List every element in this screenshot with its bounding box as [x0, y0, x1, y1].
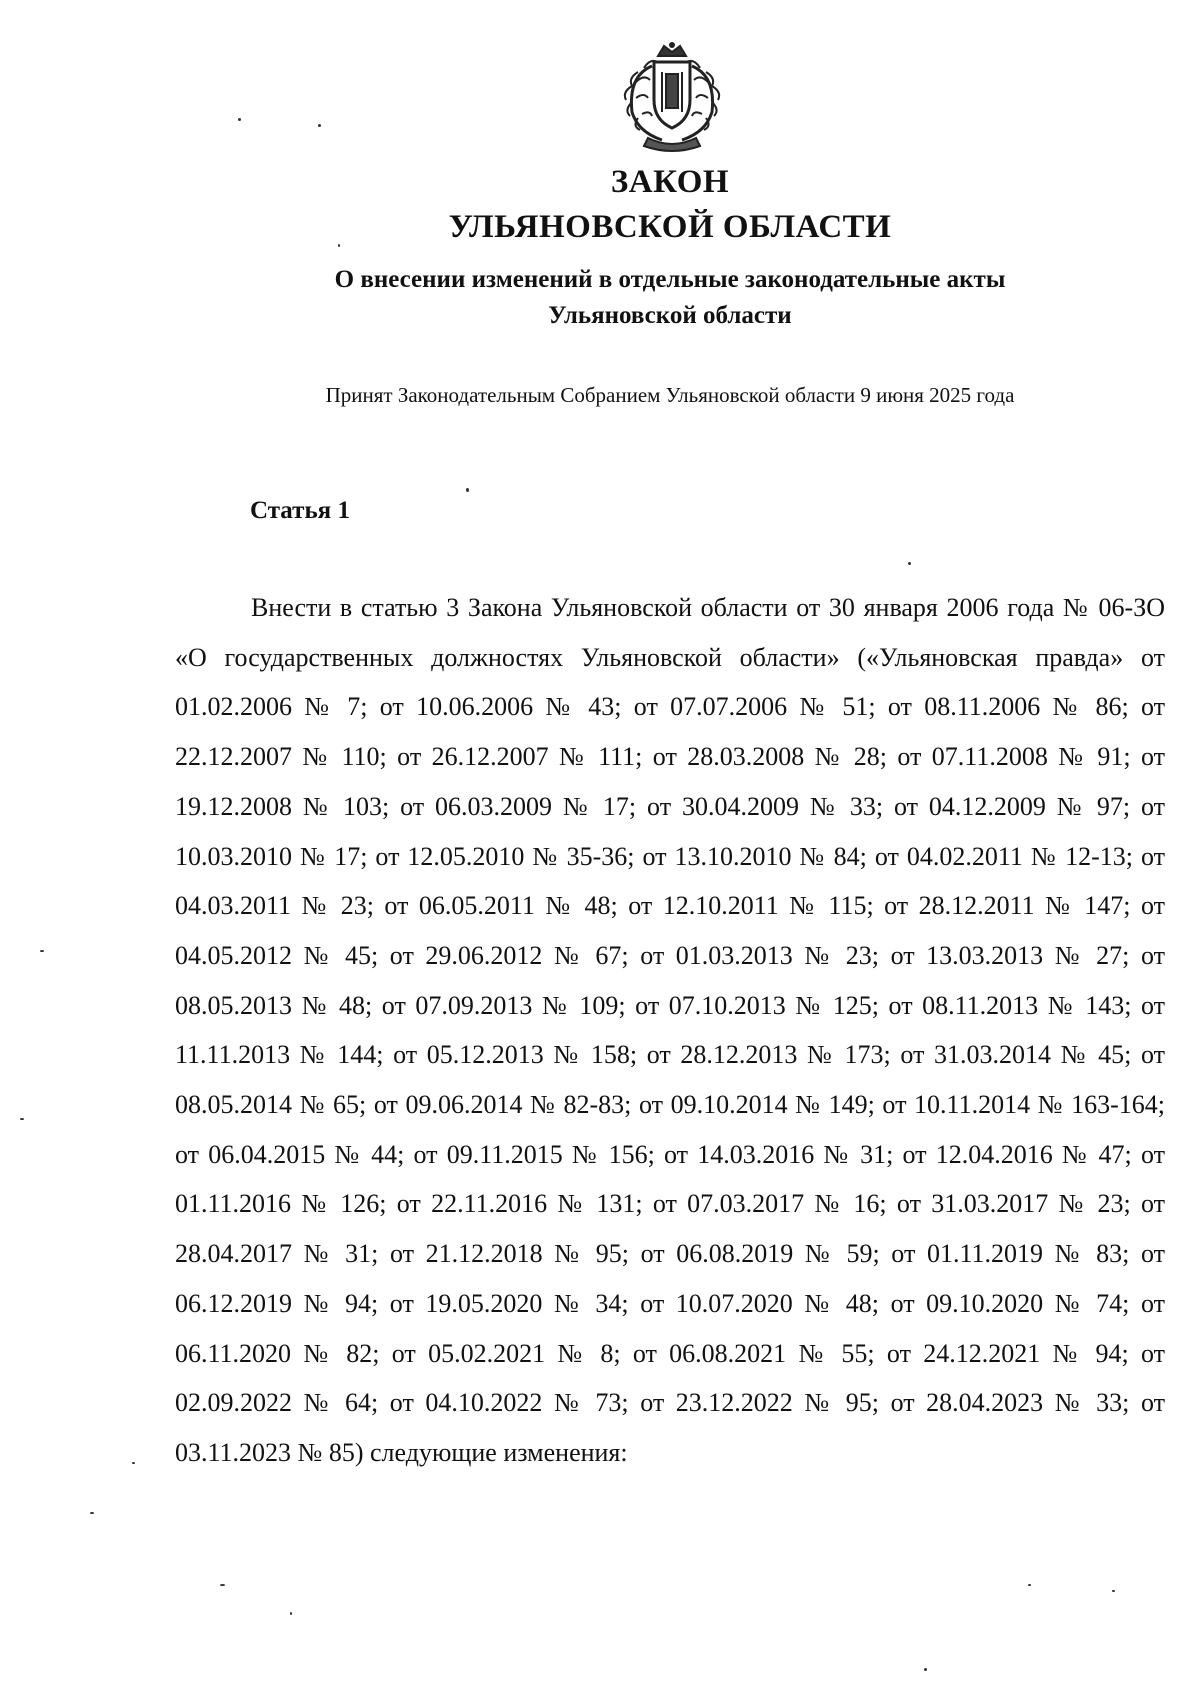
law-subject: [0, 262, 1200, 334]
scan-speck: [290, 1612, 292, 1615]
scan-speck: [238, 118, 241, 121]
law-subject-line2: Ульяновской области: [548, 302, 792, 329]
law-subject-line1: О внесении изменений в отдельные законодательные акты: [334, 266, 1006, 293]
law-title-line2: УЛЬЯНОВСКОЙ ОБЛАСТИ: [448, 209, 892, 245]
article-body: Внести в статью 3 Закона Ульяновской области от 30 января 2006 года № 06-ЗО «О государственных должностях Ульяновской области» («Ульяновская правда» от 01.02.2006 № 7; от 10.06.2006 № 43; от 07.07.2006 № 51; от 08.11.2006 № 86; от 22.12.2007 № 110; от 26.12.2007 № 111; от 28.03.2008 № 28; от 07.11.2008 № 91; от 19.12.2008 № 103; от 06.03.2009 № 17; от 30.04.2009 № 33; от 04.12.2009 № 97; от 10.03.2010 № 17; от 12.05.2010 № 35-36; от 13.10.2010 № 84; от 04.02.2011 № 12-13; от 04.03.2011 № 23; от 06.05.2011 № 48; от 12.10.2011 № 115; от 28.12.2011 № 147; от 04.05.2012 № 45; от 29.06.2012 № 67; от 01.03.2013 № 23; от 13.03.2013 № 27; от 08.05.2013 № 48; от 07.09.2013 № 109; от 07.10.2013 № 125; от 08.11.2013 № 143; от 11.11.2013 № 144; от 05.12.2013 № 158; от 28.12.2013 № 173; от 31.03.2014 № 45; от 08.05.2014 № 65; от 09.06.2014 № 82-83; от 09.10.2014 № 149; от 10.11.2014 № 163-164; от 06.04.2015 № 44; от 09.11.2015 № 156; от 14.03.2016 № 31; от 12.04.2016 № 47; от 01.11.2016 № 126; от 22.11.2016 № 131; от 07.03.2017 № 16; от 31.03.2017 № 23; от 28.04.2017 № 31; от 21.12.2018 № 95; от 06.08.2019 № 59; от 01.11.2019 № 83; от 06.12.2019 № 94; от 19.05.2020 № 34; от 10.07.2020 № 48; от 09.10.2020 № 74; от 06.11.2020 № 82; от 05.02.2021 № 8; от 06.08.2021 № 55; от 24.12.2021 № 94; от 02.09.2022 № 64; от 04.10.2022 № 73; от 23.12.2022 № 95; от 28.04.2023 № 33; от 03.11.2023 № 85) следующие изменения:: [175, 593, 1165, 1467]
adoption-note: Принят Законодательным Собранием Ульяновской области 9 июня 2025 года: [325, 383, 1015, 407]
article-heading: Статья 1: [250, 497, 350, 524]
scan-speck: [1028, 1584, 1031, 1586]
law-title: [0, 160, 1200, 250]
scan-speck: [20, 1118, 24, 1120]
scan-speck: [40, 950, 44, 952]
scan-speck: [338, 244, 340, 247]
scan-speck: [1112, 1590, 1115, 1592]
scan-speck: [908, 562, 911, 565]
scan-speck: [318, 124, 321, 127]
scan-speck: [90, 1512, 94, 1514]
law-title-line1: ЗАКОН: [610, 164, 730, 200]
scan-speck: [924, 1668, 927, 1671]
scan-speck: [132, 1462, 135, 1464]
scan-speck: [220, 1584, 225, 1586]
scan-speck: [466, 488, 469, 492]
coat-of-arms-icon: [608, 42, 736, 154]
